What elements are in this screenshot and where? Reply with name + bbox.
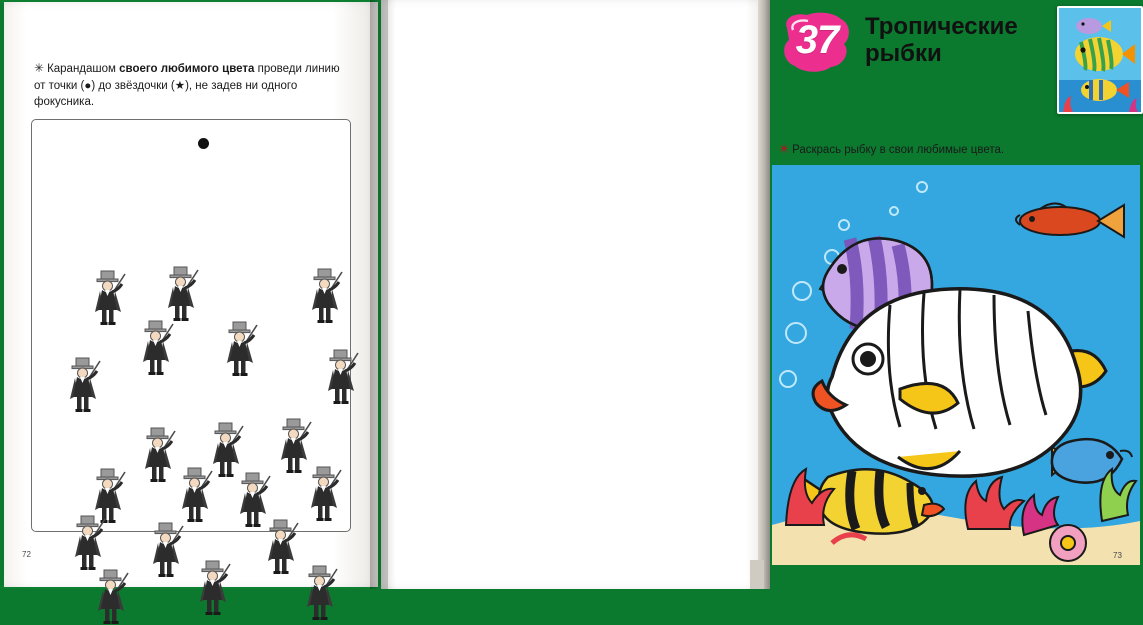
magician-figure xyxy=(67,355,103,413)
magician-figure xyxy=(179,465,215,523)
right-page xyxy=(381,0,1122,589)
magician-figure xyxy=(308,464,344,522)
instruction-part-4: ) до звёздочки ( xyxy=(91,79,175,92)
right-page-number: 73 xyxy=(1113,551,1122,560)
page-title xyxy=(865,14,1065,68)
book-spine-shadow xyxy=(370,0,388,589)
magician-figure xyxy=(140,318,176,376)
underwater-illustration xyxy=(772,165,1140,565)
left-instruction-text xyxy=(34,60,354,111)
magician-figure xyxy=(92,268,128,326)
instruction-bold: своего любимого цвета xyxy=(119,63,255,75)
magician-figure xyxy=(165,264,201,322)
page-edges-corner xyxy=(750,560,764,589)
start-dot-icon xyxy=(198,138,209,149)
right-instruction-text xyxy=(779,142,1079,156)
asterisk-bullet-icon-red: ✳ xyxy=(779,142,790,156)
magician-figure xyxy=(150,520,186,578)
magician-figure xyxy=(325,347,361,405)
instruction-part-3: проведи линию от точки ( xyxy=(34,63,340,92)
magician-figure xyxy=(197,558,233,616)
magician-figure xyxy=(95,567,131,625)
lesson-number-badge xyxy=(781,12,853,74)
coloring-instruction: Раскрась рыбку в свои любимые цвета. xyxy=(792,144,1005,156)
coloring-scene xyxy=(772,165,1140,565)
magician-figure xyxy=(224,319,260,377)
magician-figure xyxy=(72,513,108,571)
photo-artwork xyxy=(1059,8,1141,112)
maze-frame xyxy=(31,119,351,532)
magician-figure xyxy=(304,563,340,621)
star-symbol-icon: ★ xyxy=(174,79,186,92)
magician-figure xyxy=(142,425,178,483)
magician-figure xyxy=(309,266,345,324)
page-title-line1: Тропические xyxy=(865,13,1018,40)
magician-figure xyxy=(265,517,301,575)
instruction-part-1: Карандашом xyxy=(47,63,120,75)
asterisk-bullet-icon: ✳ xyxy=(34,61,45,75)
tropical-fish-photo xyxy=(1057,6,1143,114)
left-page-number: 72 xyxy=(22,550,31,559)
page-title-line2: рыбки xyxy=(865,39,942,67)
lesson-number: 37 xyxy=(795,18,839,62)
left-page xyxy=(4,2,378,587)
page-edges xyxy=(758,0,770,589)
dot-symbol-icon: ● xyxy=(84,79,92,92)
instruction-part-5: ), не задев ни одного фокусника. xyxy=(34,79,298,109)
